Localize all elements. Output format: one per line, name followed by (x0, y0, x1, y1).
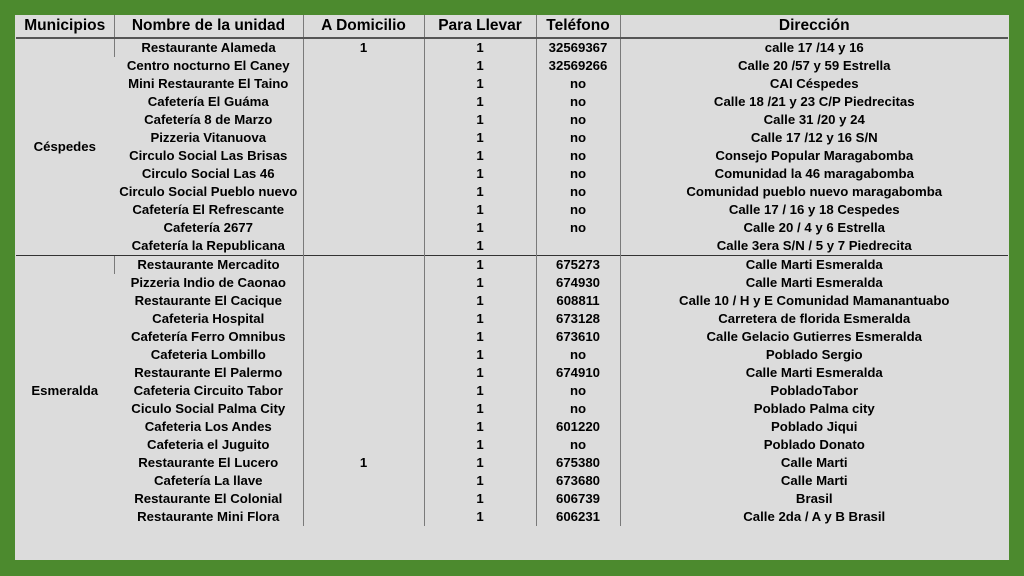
cell-telefono: 32569367 (536, 38, 620, 57)
cell-telefono: no (536, 75, 620, 93)
cell-nombre: Restaurante Mini Flora (137, 509, 280, 524)
cell-a-domicilio (303, 129, 424, 147)
cell-direccion: PobladoTabor (620, 382, 1008, 400)
table-row (16, 38, 1008, 57)
cell-telefono: 675380 (536, 454, 620, 472)
cell-para-llevar: 1 (424, 256, 536, 275)
table-row (16, 201, 1008, 219)
cell-para-llevar: 1 (424, 219, 536, 237)
cell-para-llevar: 1 (424, 38, 536, 57)
cell-nombre: Circulo Social Pueblo nuevo (119, 184, 298, 199)
cell-direccion: Calle Marti Esmeralda (620, 274, 1008, 292)
cell-a-domicilio (303, 328, 424, 346)
cell-para-llevar: 1 (424, 382, 536, 400)
cell-para-llevar: 1 (424, 508, 536, 526)
cell-a-domicilio (303, 382, 424, 400)
cell-a-domicilio (303, 400, 424, 418)
cell-a-domicilio (303, 256, 424, 275)
cell-direccion: Comunidad pueblo nuevo maragabomba (620, 183, 1008, 201)
cell-nombre: Cafetería La llave (154, 473, 263, 488)
table-row (16, 237, 1008, 256)
table-row (16, 400, 1008, 418)
header-para-llevar: Para Llevar (424, 15, 536, 38)
cell-a-domicilio (303, 147, 424, 165)
cell-a-domicilio (303, 75, 424, 93)
cell-nombre: Cafetería la Republicana (131, 238, 285, 253)
table-row (16, 256, 1008, 275)
table-row (16, 111, 1008, 129)
cell-a-domicilio (303, 274, 424, 292)
table-row (16, 147, 1008, 165)
cell-nombre: Cafetería 2677 (163, 220, 253, 235)
cell-para-llevar: 1 (424, 147, 536, 165)
table-row (16, 508, 1008, 526)
cell-direccion: Calle 17 / 16 y 18 Cespedes (620, 201, 1008, 219)
cell-direccion: Poblado Sergio (620, 346, 1008, 364)
cell-para-llevar: 1 (424, 364, 536, 382)
cell-direccion: Calle 20 /57 y 59 Estrella (620, 57, 1008, 75)
cell-para-llevar: 1 (424, 57, 536, 75)
cell-direccion: calle 17 /14 y 16 (620, 38, 1008, 57)
table-row (16, 418, 1008, 436)
cell-para-llevar: 1 (424, 183, 536, 201)
cell-a-domicilio (303, 364, 424, 382)
cell-nombre: Cafetería 8 de Marzo (144, 112, 273, 127)
cell-telefono: no (536, 183, 620, 201)
cell-a-domicilio (303, 418, 424, 436)
cell-a-domicilio (303, 237, 424, 256)
table-row (16, 382, 1008, 400)
cell-direccion: Calle Marti Esmeralda (620, 256, 1008, 275)
cell-telefono: no (536, 400, 620, 418)
cell-direccion: Calle 10 / H y E Comunidad Mamanantuabo (620, 292, 1008, 310)
cell-direccion: Calle 2da / A y B Brasil (620, 508, 1008, 526)
cell-para-llevar: 1 (424, 129, 536, 147)
cell-telefono: no (536, 219, 620, 237)
cell-a-domicilio (303, 346, 424, 364)
cell-para-llevar: 1 (424, 237, 536, 256)
cell-para-llevar: 1 (424, 436, 536, 454)
cell-a-domicilio (303, 310, 424, 328)
municipio-cell: Céspedes (33, 139, 96, 154)
cell-direccion: Calle 18 /21 y 23 C/P Piedrecitas (620, 93, 1008, 111)
table-row (16, 346, 1008, 364)
cell-telefono: no (536, 165, 620, 183)
cell-a-domicilio (303, 472, 424, 490)
cell-nombre: Restaurante Mercadito (114, 256, 303, 275)
cell-direccion: Calle Marti Esmeralda (620, 364, 1008, 382)
table-row (16, 219, 1008, 237)
cell-direccion: Comunidad la 46 maragabomba (620, 165, 1008, 183)
cell-telefono: 606231 (536, 508, 620, 526)
cell-direccion: Calle Gelacio Gutierres Esmeralda (620, 328, 1008, 346)
cell-telefono: 601220 (536, 418, 620, 436)
cell-para-llevar: 1 (424, 472, 536, 490)
cell-telefono: 32569266 (536, 57, 620, 75)
cell-para-llevar: 1 (424, 201, 536, 219)
table-row (16, 328, 1008, 346)
cell-a-domicilio (303, 508, 424, 526)
table-row (16, 57, 1008, 75)
cell-a-domicilio (303, 490, 424, 508)
restaurant-table (16, 15, 1008, 526)
cell-para-llevar: 1 (424, 418, 536, 436)
cell-nombre: Restaurante El Cacique (134, 293, 282, 308)
cell-para-llevar: 1 (424, 400, 536, 418)
cell-a-domicilio (303, 57, 424, 75)
table-row (16, 364, 1008, 382)
header-direccion: Dirección (620, 15, 1008, 38)
cell-para-llevar: 1 (424, 274, 536, 292)
cell-direccion: Calle Marti (620, 454, 1008, 472)
cell-nombre: Circulo Social Las 46 (141, 166, 275, 181)
cell-telefono: 673610 (536, 328, 620, 346)
cell-a-domicilio: 1 (303, 38, 424, 57)
cell-a-domicilio (303, 219, 424, 237)
cell-nombre: Restaurante El Colonial (134, 491, 283, 506)
table-row (16, 75, 1008, 93)
table-row (16, 292, 1008, 310)
cell-telefono: no (536, 382, 620, 400)
cell-telefono: no (536, 111, 620, 129)
header-row (16, 15, 1008, 38)
cell-direccion: Calle 31 /20 y 24 (620, 111, 1008, 129)
cell-nombre: Restaurante El Palermo (134, 365, 283, 380)
restaurant-table-sheet (15, 15, 1009, 560)
cell-direccion: Brasil (620, 490, 1008, 508)
cell-nombre: Circulo Social Las Brisas (129, 148, 288, 163)
cell-para-llevar: 1 (424, 310, 536, 328)
table-body (16, 38, 1008, 526)
cell-para-llevar: 1 (424, 346, 536, 364)
cell-nombre: Cafeteria Circuito Tabor (133, 383, 283, 398)
cell-nombre: Cafeteria Los Andes (144, 419, 272, 434)
table-row (16, 165, 1008, 183)
header-nombre-unidad: Nombre de la unidad (114, 15, 303, 38)
municipio-cell: Esmeralda (16, 256, 114, 527)
cell-a-domicilio: 1 (303, 454, 424, 472)
cell-a-domicilio (303, 93, 424, 111)
table-row (16, 93, 1008, 111)
cell-nombre: Cafetería El Refrescante (132, 202, 285, 217)
cell-nombre: Cafeteria Lombillo (150, 347, 266, 362)
table-row (16, 472, 1008, 490)
cell-para-llevar: 1 (424, 292, 536, 310)
cell-direccion: Carretera de florida Esmeralda (620, 310, 1008, 328)
cell-nombre: Cafetería El Guáma (147, 94, 269, 109)
cell-telefono (536, 237, 620, 256)
cell-para-llevar: 1 (424, 454, 536, 472)
cell-telefono: 608811 (536, 292, 620, 310)
cell-telefono: 674910 (536, 364, 620, 382)
cell-a-domicilio (303, 201, 424, 219)
cell-para-llevar: 1 (424, 165, 536, 183)
header-municipios: Municipios (16, 15, 114, 38)
cell-telefono: 675273 (536, 256, 620, 275)
cell-nombre: Restaurante Alameda (114, 38, 303, 57)
cell-para-llevar: 1 (424, 93, 536, 111)
cell-telefono: no (536, 346, 620, 364)
table-row (16, 454, 1008, 472)
cell-nombre: Ciculo Social Palma City (131, 401, 286, 416)
cell-telefono: no (536, 129, 620, 147)
cell-nombre: Restaurante El Lucero (138, 455, 279, 470)
cell-direccion: Calle Marti (620, 472, 1008, 490)
cell-nombre: Cafeteria Hospital (152, 311, 265, 326)
cell-nombre: Cafetería Ferro Omnibus (130, 329, 286, 344)
cell-telefono: 673680 (536, 472, 620, 490)
table-row (16, 274, 1008, 292)
cell-direccion: Calle 3era S/N / 5 y 7 Piedrecita (620, 237, 1008, 256)
cell-para-llevar: 1 (424, 328, 536, 346)
cell-nombre: Mini Restaurante El Taino (128, 76, 289, 91)
cell-nombre: Pizzeria Indio de Caonao (130, 275, 286, 290)
cell-a-domicilio (303, 436, 424, 454)
header-telefono: Teléfono (536, 15, 620, 38)
cell-telefono: no (536, 93, 620, 111)
table-row (16, 129, 1008, 147)
cell-telefono: 673128 (536, 310, 620, 328)
cell-nombre: Cafeteria el Juguito (147, 437, 270, 452)
cell-para-llevar: 1 (424, 111, 536, 129)
cell-a-domicilio (303, 165, 424, 183)
table-row (16, 183, 1008, 201)
cell-direccion: Poblado Jiqui (620, 418, 1008, 436)
cell-nombre: Centro nocturno El Caney (126, 58, 290, 73)
cell-a-domicilio (303, 292, 424, 310)
cell-direccion: CAI Céspedes (620, 75, 1008, 93)
table-row (16, 436, 1008, 454)
table-row (16, 490, 1008, 508)
cell-a-domicilio (303, 111, 424, 129)
cell-telefono: 606739 (536, 490, 620, 508)
cell-telefono: no (536, 201, 620, 219)
cell-telefono: 674930 (536, 274, 620, 292)
header-a-domicilio: A Domicilio (303, 15, 424, 38)
cell-direccion: Calle 17 /12 y 16 S/N (620, 129, 1008, 147)
cell-para-llevar: 1 (424, 490, 536, 508)
table-row (16, 310, 1008, 328)
cell-direccion: Poblado Donato (620, 436, 1008, 454)
cell-a-domicilio (303, 183, 424, 201)
cell-direccion: Poblado Palma city (620, 400, 1008, 418)
cell-direccion: Consejo Popular Maragabomba (620, 147, 1008, 165)
cell-telefono: no (536, 436, 620, 454)
cell-para-llevar: 1 (424, 75, 536, 93)
cell-nombre: Pizzeria Vitanuova (150, 130, 267, 145)
cell-telefono: no (536, 147, 620, 165)
cell-direccion: Calle 20 / 4 y 6 Estrella (620, 219, 1008, 237)
